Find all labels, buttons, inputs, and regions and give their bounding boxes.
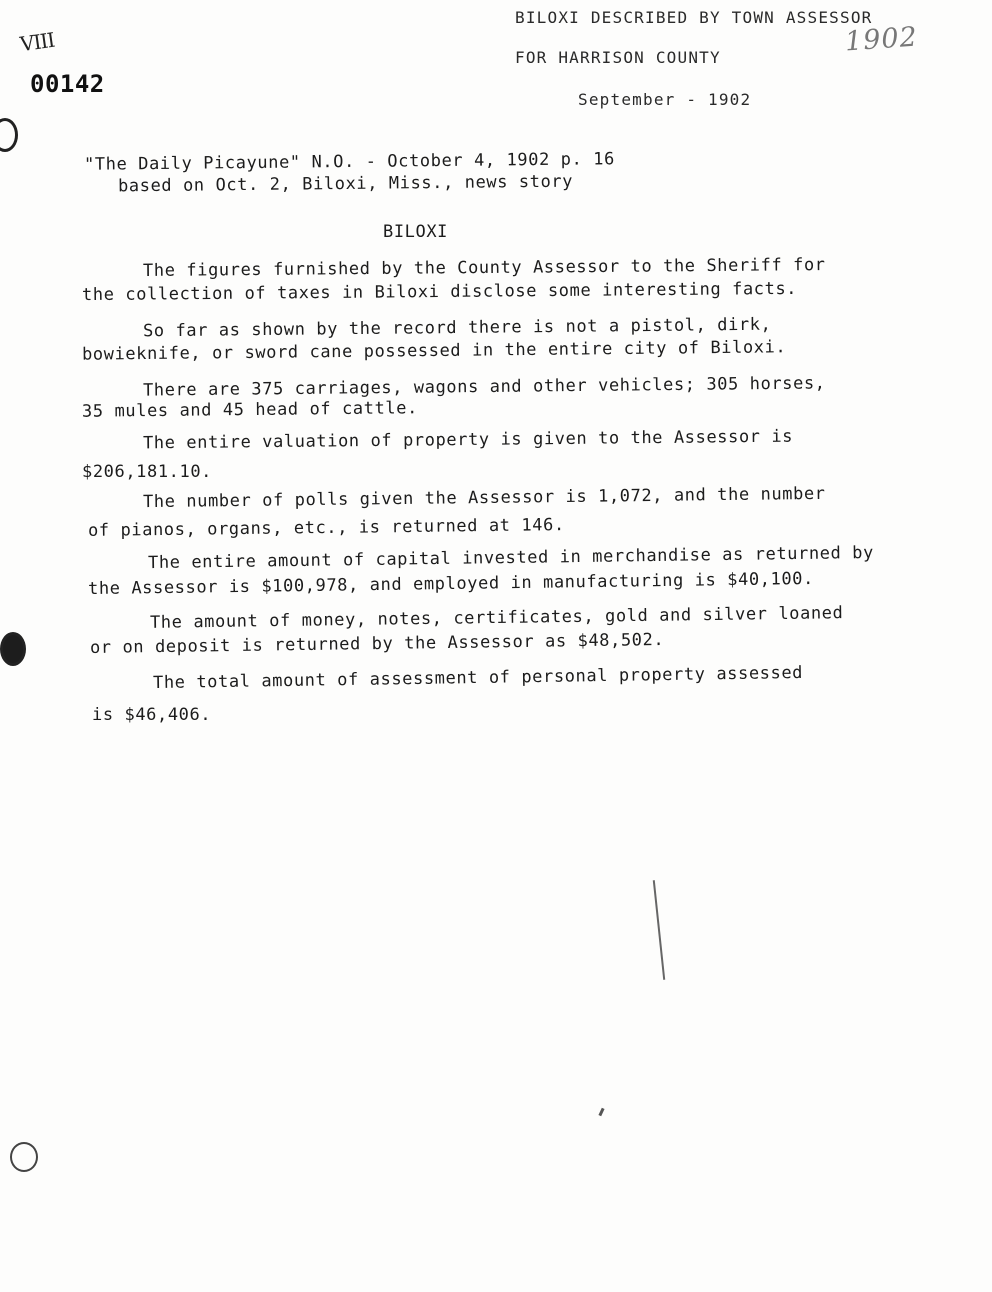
document-number: 00142 bbox=[30, 70, 105, 98]
paragraph-5-line-2: of pianos, organs, etc., is returned at 146. bbox=[87, 515, 565, 541]
paragraph-1-line-1: The figures furnished by the County Assessor to the Sheriff for bbox=[142, 255, 826, 281]
paragraph-7-line-1: The amount of money, notes, certificates, gold and silver loaned bbox=[149, 603, 844, 633]
paragraph-2-line-1: So far as shown by the record there is not a pistol, dirk, bbox=[142, 314, 772, 342]
title-line-1: BILOXI DESCRIBED BY TOWN ASSESSOR bbox=[515, 8, 873, 27]
punch-hole-middle bbox=[0, 632, 26, 666]
paragraph-1-line-2: the collection of taxes in Biloxi disclose some interesting facts. bbox=[81, 278, 798, 306]
paragraph-3-line-2: 35 mules and 45 head of cattle. bbox=[81, 398, 418, 422]
paragraph-4-line-2: $206,181.10. bbox=[82, 462, 213, 482]
paragraph-5-line-1: The number of polls given the Assessor is 1,072, and the number bbox=[142, 483, 826, 513]
paragraph-4-line-1: The entire valuation of property is given to the Assessor is bbox=[142, 426, 794, 454]
header-date: September - 1902 bbox=[578, 90, 752, 109]
paragraph-3-line-1: There are 375 carriages, wagons and other vehicles; 305 horses, bbox=[142, 373, 826, 401]
paragraph-8-line-1: The total amount of assessment of personal property assessed bbox=[152, 662, 804, 694]
paragraph-8-line-2: is $46,406. bbox=[92, 705, 212, 725]
paragraph-6-line-1: The entire amount of capital invested in merchandise as returned by bbox=[147, 542, 875, 574]
title-line-2: FOR HARRISON COUNTY bbox=[515, 48, 721, 67]
scan-dot bbox=[598, 1108, 604, 1117]
source-citation-line-1: "The Daily Picayune" N.O. - October 4, 1902 p. 16 bbox=[83, 149, 616, 175]
paragraph-7-line-2: or on deposit is returned by the Assessor as $48,502. bbox=[89, 629, 665, 659]
scan-streak bbox=[653, 880, 665, 980]
source-citation-line-2: based on Oct. 2, Biloxi, Miss., news story bbox=[117, 171, 574, 197]
handwritten-year: 1902 bbox=[844, 21, 919, 58]
roman-numeral-mark: VIII bbox=[18, 27, 56, 57]
paragraph-2-line-2: bowieknife, or sword cane possessed in the entire city of Biloxi. bbox=[81, 337, 787, 365]
article-heading: BILOXI bbox=[383, 222, 449, 242]
punch-hole-bottom bbox=[10, 1142, 38, 1172]
punch-hole-top bbox=[0, 118, 18, 152]
paragraph-6-line-2: the Assessor is $100,978, and employed in manufacturing is $40,100. bbox=[87, 568, 815, 600]
